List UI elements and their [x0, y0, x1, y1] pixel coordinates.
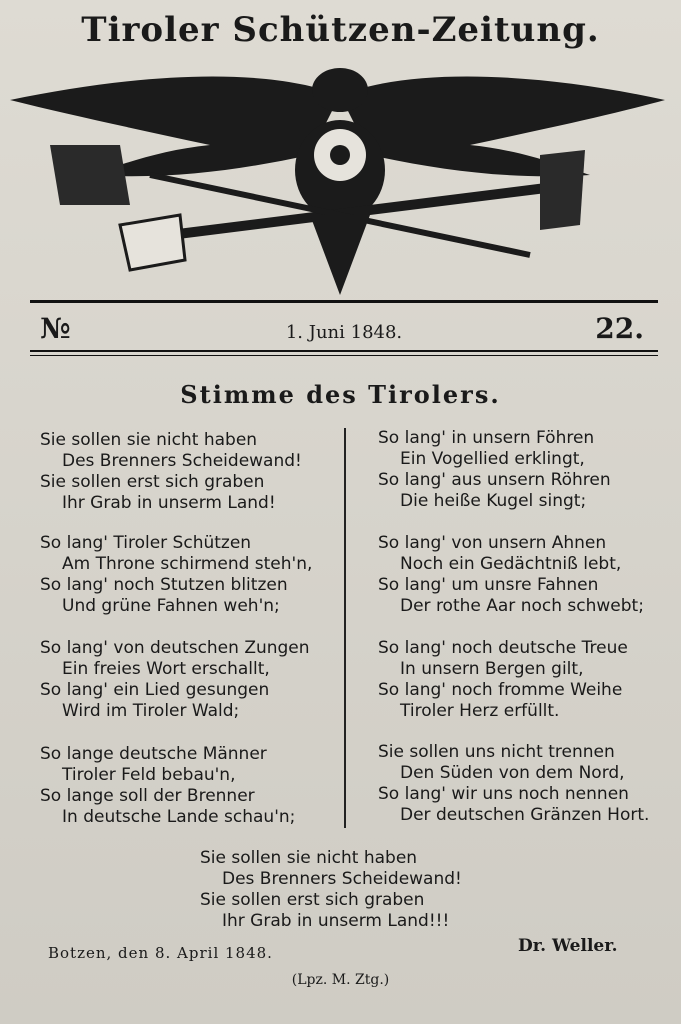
- poem-line: So lang' um unsre Fahnen: [378, 575, 599, 595]
- poem-title: Stimme des Tirolers.: [180, 380, 501, 409]
- masthead-bottom-rule-thin: [30, 355, 658, 356]
- poem-line: Sie sollen erst sich graben: [200, 890, 425, 910]
- poem-line: So lang' in unsern Föhren: [378, 428, 595, 448]
- place-date: Botzen, den 8. April 1848.: [48, 944, 273, 962]
- poem-line: Des Brenners Scheidewand!: [62, 451, 302, 471]
- eagle-emblem-icon: [10, 55, 670, 295]
- poem-line: So lang' von unsern Ahnen: [378, 533, 607, 553]
- poem-line: Die heiße Kugel singt;: [400, 491, 587, 511]
- poem-line: So lang' ein Lied gesungen: [40, 680, 270, 700]
- poem-line: Den Süden von dem Nord,: [400, 763, 625, 783]
- source-citation: (Lpz. M. Ztg.): [291, 972, 390, 988]
- masthead-bottom-rule: [30, 350, 658, 352]
- poem-line: Tiroler Herz erfüllt.: [400, 701, 560, 721]
- poem-line: Ein Vogellied erklingt,: [400, 449, 585, 469]
- poem-line: Ein freies Wort erschallt,: [62, 659, 270, 679]
- poem-line: Und grüne Fahnen weh'n;: [62, 596, 280, 616]
- left-stanza-4: [40, 744, 295, 828]
- poem-line: So lang' noch deutsche Treue: [378, 638, 628, 658]
- poem-line: Tiroler Feld bebau'n,: [62, 765, 236, 785]
- right-stanza-1: [378, 428, 611, 512]
- poem-line: So lange deutsche Männer: [40, 744, 267, 764]
- issue-line: [30, 312, 658, 352]
- poem-line: So lang' noch Stutzen blitzen: [40, 575, 288, 595]
- poem-line: Sie sollen sie nicht haben: [200, 848, 418, 868]
- poem-line: So lang' aus unsern Röhren: [378, 470, 611, 490]
- issue-number-label: №: [40, 312, 71, 345]
- masthead-top-rule: [30, 300, 658, 303]
- poem-line: So lange soll der Brenner: [40, 786, 255, 806]
- poem-line: Wird im Tiroler Wald;: [62, 701, 240, 721]
- issue-date: 1. Juni 1848.: [285, 322, 403, 343]
- right-stanza-4: [378, 742, 649, 826]
- poem-line: Der deutschen Gränzen Hort.: [400, 805, 650, 825]
- poem-line: Noch ein Gedächtniß lebt,: [400, 554, 622, 574]
- poem-line: Des Brenners Scheidewand!: [222, 869, 462, 889]
- issue-number: 22.: [595, 312, 644, 345]
- poem-line: So lang' von deutschen Zungen: [40, 638, 310, 658]
- poem-line: Sie sollen erst sich graben: [40, 472, 265, 492]
- poem-line: Der rothe Aar noch schwebt;: [400, 596, 644, 616]
- poem-line: Ihr Grab in unserm Land!!!: [222, 911, 450, 931]
- poem-line: In unsern Bergen gilt,: [400, 659, 584, 679]
- poem-line: Sie sollen sie nicht haben: [40, 430, 258, 450]
- left-stanza-3: [40, 638, 310, 722]
- masthead-title: Tiroler Schützen-Zeitung.: [81, 10, 600, 50]
- poem-line: So lang' Tiroler Schützen: [40, 533, 252, 553]
- closing-stanza: [200, 848, 462, 932]
- right-stanza-2: [378, 533, 644, 617]
- author-signature: Dr. Weller.: [518, 936, 618, 956]
- left-stanza-1: [40, 430, 302, 514]
- poem-line: In deutsche Lande schau'n;: [62, 807, 296, 827]
- right-stanza-3: [378, 638, 628, 722]
- column-divider: [344, 428, 346, 828]
- poem-line: So lang' noch fromme Weihe: [378, 680, 623, 700]
- poem-line: Am Throne schirmend steh'n,: [62, 554, 313, 574]
- poem-line: Ihr Grab in unserm Land!: [62, 493, 276, 513]
- poem-line: Sie sollen uns nicht trennen: [378, 742, 615, 762]
- poem-line: So lang' wir uns noch nennen: [378, 784, 629, 804]
- left-stanza-2: [40, 533, 312, 617]
